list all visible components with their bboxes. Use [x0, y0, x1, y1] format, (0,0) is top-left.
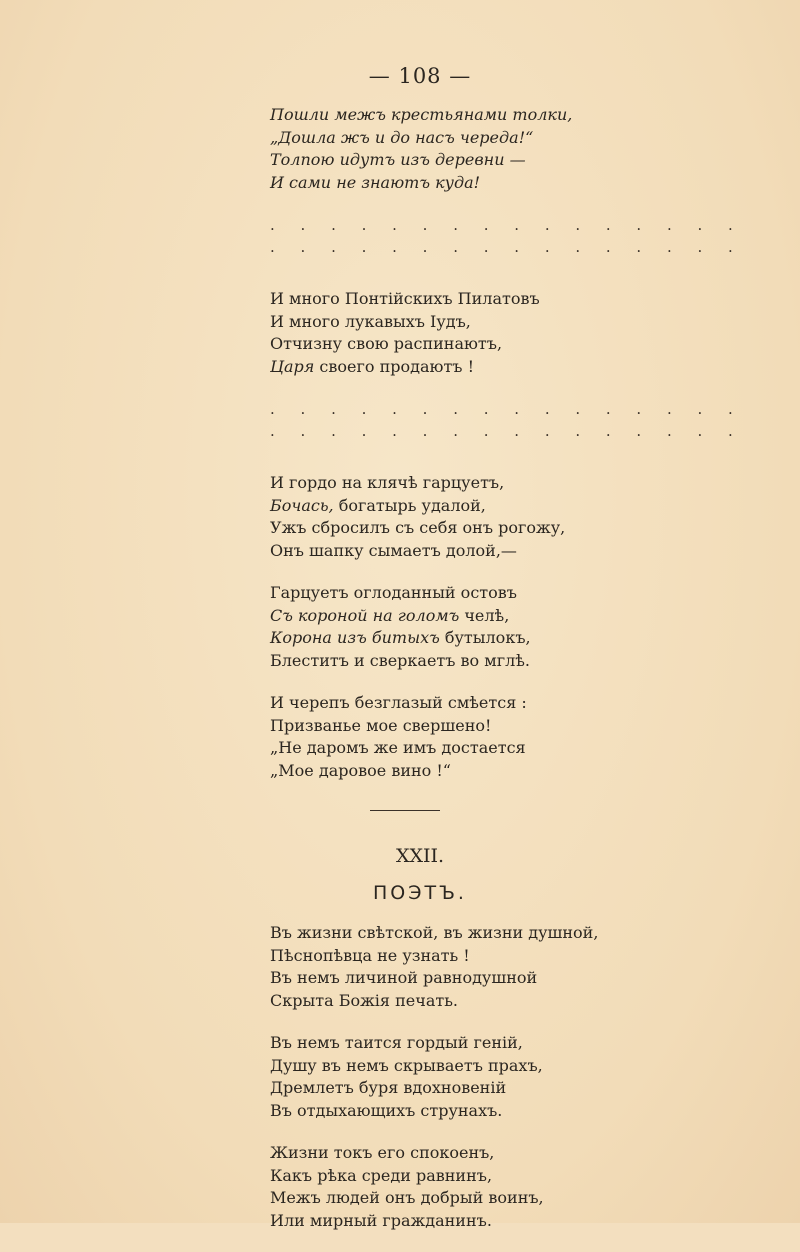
verse-line: И черепъ безглазый смѣется : — [270, 693, 527, 712]
dots-row: . . . . . . . . . . . . . . . . — [270, 400, 744, 418]
dots-row: . . . . . . . . . . . . . . . . — [270, 238, 744, 256]
section-divider — [370, 810, 440, 811]
poet-stanza-3 — [270, 1142, 770, 1232]
dots-row: . . . . . . . . . . . . . . . . — [270, 216, 744, 234]
verse-italic: Корона изъ битыхъ — [270, 628, 440, 647]
verse-line: Толпою идутъ изъ деревни — — [270, 150, 526, 169]
poet-stanza-1 — [270, 922, 770, 1012]
verse-line — [270, 356, 770, 379]
verse-italic: Царя — [270, 356, 315, 376]
section-title: ПОЭТЪ. — [373, 881, 467, 904]
page-number: — 108 — — [368, 64, 472, 88]
verse-line — [270, 605, 770, 628]
verse-line: Гарцуетъ оглоданный остовъ — [270, 583, 517, 602]
verse-line — [270, 627, 770, 650]
poet-stanza-2 — [270, 1032, 770, 1122]
stanza-2 — [270, 288, 770, 378]
verse-line: Скрыта Божія печать. — [270, 990, 458, 1010]
verse-line: Межъ людей онъ добрый воинъ, — [270, 1188, 544, 1207]
verse-line: Онъ шапку сымаетъ долой,— — [270, 540, 517, 560]
omission-dots — [270, 214, 770, 258]
verse-line: Жизни токъ его спокоенъ, — [270, 1143, 495, 1162]
verse-line: Какъ рѣка среди равнинъ, — [270, 1165, 493, 1185]
verse-rest: своего продаютъ ! — [314, 356, 474, 376]
poem-text — [270, 104, 770, 1252]
verse-line: Пошли межъ крестьянами толки, — [270, 105, 573, 124]
verse-rest: бутылокъ, — [439, 628, 531, 647]
verse-line — [270, 495, 770, 518]
verse-italic: Съ короной на голомъ — [270, 605, 460, 625]
verse-line: Въ немъ личиной равнодушной — [270, 968, 538, 987]
verse-line: Или мирный гражданинъ. — [270, 1210, 492, 1230]
stanza-5 — [270, 692, 770, 782]
verse-line: Пѣснопѣвца не узнать ! — [270, 945, 470, 965]
stanza-1 — [270, 104, 770, 194]
verse-italic: Бочась, — [270, 495, 334, 515]
verse-line: Призванье мое свершено! — [270, 715, 492, 735]
verse-line: „Дошла жъ и до насъ череда!“ — [270, 127, 534, 147]
verse-line: И много лукавыхъ Іудъ, — [270, 311, 471, 331]
verse-rest: челѣ, — [459, 605, 510, 625]
verse-line: Въ отдыхающихъ струнахъ. — [270, 1100, 503, 1120]
stanza-4 — [270, 582, 770, 672]
verse-line: Въ немъ таится гордый геній, — [270, 1033, 523, 1052]
verse-line: И сами не знаютъ куда! — [270, 172, 481, 192]
verse-line: „Не даромъ же имъ достается — [270, 738, 526, 757]
verse-line: Отчизну свою распинаютъ, — [270, 334, 503, 353]
omission-dots — [270, 398, 770, 442]
dots-row: . . . . . . . . . . . . . . . . — [270, 422, 744, 440]
verse-line: И много Понтійскихъ Пилатовъ — [270, 289, 540, 308]
section-number: XXII. — [395, 845, 445, 867]
verse-line: „Мое даровое вино !“ — [270, 760, 451, 780]
verse-line: И гордо на клячѣ гарцуетъ, — [270, 473, 505, 492]
verse-line: Дремлетъ буря вдохновеній — [270, 1078, 507, 1097]
verse-line: Душу въ немъ скрываетъ прахъ, — [270, 1055, 543, 1075]
verse-rest: богатырь удалой, — [333, 495, 486, 515]
verse-line: Въ жизни свѣтской, въ жизни душной, — [270, 923, 599, 942]
stanza-3 — [270, 472, 770, 562]
verse-line: Ужъ сбросилъ съ себя онъ рогожу, — [270, 518, 566, 537]
verse-line: Блеститъ и сверкаетъ во мглѣ. — [270, 650, 530, 670]
